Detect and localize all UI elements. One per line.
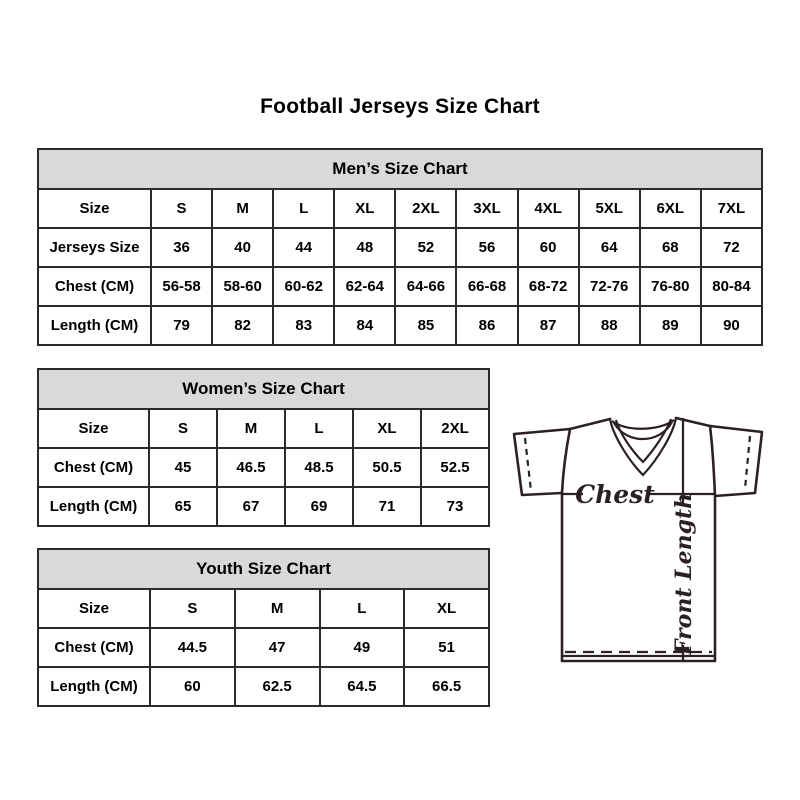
value-cell: 60: [150, 667, 235, 706]
value-cell: 89: [640, 306, 701, 345]
value-cell: 66.5: [404, 667, 489, 706]
value-cell: 79: [151, 306, 212, 345]
value-cell: 45: [149, 448, 217, 487]
table-header-row: [38, 149, 762, 189]
row-label-cell: Jerseys Size: [38, 228, 151, 267]
value-cell: 4XL: [518, 189, 579, 228]
left-cuff-stitch-line: [525, 438, 531, 491]
table-title-cell: Women’s Size Chart: [38, 369, 489, 409]
jersey-right-shoulder: [676, 418, 710, 426]
table-row: [38, 306, 762, 345]
value-cell: 62-64: [334, 267, 395, 306]
value-cell: 65: [149, 487, 217, 526]
table-row: [38, 589, 489, 628]
value-cell: M: [235, 589, 320, 628]
value-cell: 2XL: [421, 409, 489, 448]
value-cell: 73: [421, 487, 489, 526]
value-cell: 72-76: [579, 267, 640, 306]
value-cell: 48.5: [285, 448, 353, 487]
value-cell: 60-62: [273, 267, 334, 306]
value-cell: 83: [273, 306, 334, 345]
value-cell: 86: [456, 306, 517, 345]
row-label-cell: Length (CM): [38, 306, 151, 345]
row-label-cell: Size: [38, 589, 150, 628]
table-row: [38, 448, 489, 487]
value-cell: XL: [334, 189, 395, 228]
jersey-left-shoulder: [570, 419, 610, 429]
value-cell: 69: [285, 487, 353, 526]
value-cell: 49: [320, 628, 405, 667]
value-cell: 52.5: [421, 448, 489, 487]
collar-back-curve-1: [612, 420, 674, 429]
row-label-cell: Length (CM): [38, 667, 150, 706]
value-cell: 44.5: [150, 628, 235, 667]
value-cell: 2XL: [395, 189, 456, 228]
womens-size-table: [37, 368, 490, 527]
table-row: [38, 667, 489, 706]
table-header-row: [38, 369, 489, 409]
row-label-cell: Size: [38, 409, 149, 448]
table-row: [38, 267, 762, 306]
value-cell: 3XL: [456, 189, 517, 228]
value-cell: 90: [701, 306, 762, 345]
value-cell: 80-84: [701, 267, 762, 306]
value-cell: S: [150, 589, 235, 628]
value-cell: S: [151, 189, 212, 228]
table-header-row: [38, 549, 489, 589]
value-cell: 60: [518, 228, 579, 267]
value-cell: XL: [353, 409, 421, 448]
table-row: [38, 228, 762, 267]
table-row: [38, 409, 489, 448]
value-cell: 40: [212, 228, 273, 267]
value-cell: 84: [334, 306, 395, 345]
value-cell: 58-60: [212, 267, 273, 306]
value-cell: 66-68: [456, 267, 517, 306]
value-cell: S: [149, 409, 217, 448]
value-cell: 56-58: [151, 267, 212, 306]
value-cell: 71: [353, 487, 421, 526]
jersey-diagram: [500, 402, 772, 670]
value-cell: 52: [395, 228, 456, 267]
value-cell: 48: [334, 228, 395, 267]
value-cell: 82: [212, 306, 273, 345]
row-label-cell: Chest (CM): [38, 267, 151, 306]
value-cell: 87: [518, 306, 579, 345]
row-label-cell: Size: [38, 189, 151, 228]
page-title: Football Jerseys Size Chart: [260, 95, 540, 118]
value-cell: 46.5: [217, 448, 285, 487]
value-cell: M: [212, 189, 273, 228]
row-label-cell: Chest (CM): [38, 628, 150, 667]
value-cell: 67: [217, 487, 285, 526]
value-cell: 62.5: [235, 667, 320, 706]
youth-size-table: [37, 548, 490, 707]
value-cell: 64.5: [320, 667, 405, 706]
value-cell: 50.5: [353, 448, 421, 487]
value-cell: 64-66: [395, 267, 456, 306]
value-cell: 76-80: [640, 267, 701, 306]
value-cell: 47: [235, 628, 320, 667]
chest-label: Chest: [575, 480, 655, 509]
value-cell: 68: [640, 228, 701, 267]
value-cell: M: [217, 409, 285, 448]
value-cell: 88: [579, 306, 640, 345]
table-title-cell: Men’s Size Chart: [38, 149, 762, 189]
row-label-cell: Chest (CM): [38, 448, 149, 487]
table-row: [38, 189, 762, 228]
table-title-cell: Youth Size Chart: [38, 549, 489, 589]
value-cell: 6XL: [640, 189, 701, 228]
value-cell: 5XL: [579, 189, 640, 228]
value-cell: 85: [395, 306, 456, 345]
jersey-right-sleeve: [710, 426, 762, 496]
value-cell: 7XL: [701, 189, 762, 228]
value-cell: 36: [151, 228, 212, 267]
value-cell: L: [320, 589, 405, 628]
value-cell: 68-72: [518, 267, 579, 306]
row-label-cell: Length (CM): [38, 487, 149, 526]
value-cell: 51: [404, 628, 489, 667]
value-cell: 56: [456, 228, 517, 267]
right-cuff-stitch-line: [745, 436, 750, 489]
table-row: [38, 487, 489, 526]
mens-size-table: [37, 148, 763, 346]
value-cell: L: [273, 189, 334, 228]
value-cell: 72: [701, 228, 762, 267]
value-cell: 64: [579, 228, 640, 267]
value-cell: 44: [273, 228, 334, 267]
front-length-label: Front Length: [671, 492, 697, 656]
value-cell: XL: [404, 589, 489, 628]
value-cell: L: [285, 409, 353, 448]
table-row: [38, 628, 489, 667]
